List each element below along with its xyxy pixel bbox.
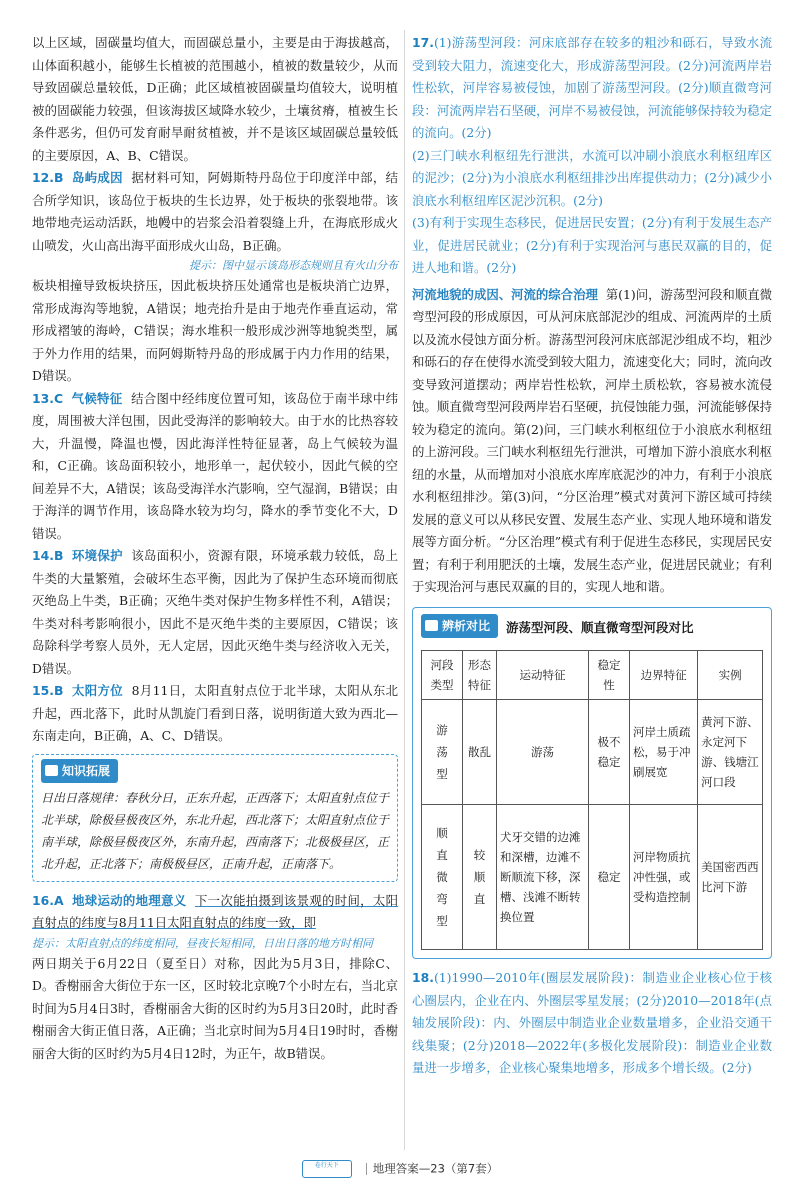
question-13-tag: 气候特征: [71, 390, 123, 406]
table-cell: [462, 805, 496, 950]
table-row: [422, 805, 763, 950]
table-header-cell: 实例: [698, 651, 763, 700]
question-16-text-continued: 两日期关于6月22日（夏至日）对称，因此为5月3日，排除C、D。香榭丽舍大街位于东一区，区时较北京晚7个小时左右，当北京时间为5月4日3时，香榭丽舍大街的区时约为5月3日20时，此时香榭丽舍大街正值日落，A正确；当北京时间为5月4日19时时，香榭丽舍大街的区时约为5月4日12时，为正午，故B错误。: [32, 955, 398, 1061]
question-17-part-1-text: (1)游荡型河段：河床底部存在较多的粗沙和砾石，导致水流受到较大阻力，流速变化大，形成游荡型河段。(2分)河流两岸岩性松软，河岸容易被侵蚀，加剧了游荡型河段。(2分)顺直微弯河段：河流两岸岩石坚硬，河岸不易被侵蚀，河流能够保持较为稳定的流向。(2分): [412, 35, 772, 140]
table-row: [422, 700, 763, 805]
shape-label: 较顺直: [473, 848, 486, 906]
question-17-number: 17.: [412, 35, 434, 50]
question-17-part-3: (3)有利于实现生态移民，促进居民安置；(2分)有利于发展生态产业，促进居民就业；(2分)有利于实现治河与惠民双赢的目的，促进人地和谐。(2分): [412, 215, 772, 275]
question-15-number: 15.B: [32, 683, 64, 698]
footer-separator: [366, 1163, 367, 1175]
question-18-number: 18.: [412, 970, 434, 985]
question-15-text: 8月11日，太阳直射点位于北半球，太阳从东北升起，西北落下，此时从凯旋门看到日落，说明街道大致为西北—东南走向，B正确，A、C、D错误。: [32, 683, 398, 743]
table-header-cell: 运动特征: [497, 651, 589, 700]
table-header-cell: 稳定性: [589, 651, 630, 700]
table-header-cell: 边界特征: [629, 651, 697, 700]
question-18-text: (1)1990—2010年(圈层发展阶段)：制造业企业核心位于核心圈层内，企业在内、外圈层零星发展；(2分)2010—2018年(点轴发展阶段)：内、外圈层中制造业企业数量增多，企业沿交通干线集聚；(2分)2018—2022年(多极化发展阶段)：制造业企业数量进一步增多，企业核心聚集地增多，形成多个增长级。(2分): [412, 970, 772, 1075]
question-13-number: 13.C: [32, 390, 64, 406]
question-12-hint: 提示：图中显示该岛形态规则且有火山分布: [189, 259, 398, 272]
question-14-tag: 环境保护: [71, 548, 123, 563]
question-16: [32, 890, 398, 935]
table-cell: [422, 805, 463, 950]
compare-title: 游荡型河段、顺直微弯型河段对比: [506, 619, 694, 635]
table-header-cell: 河段类型: [422, 651, 463, 700]
analysis-text: 第(1)问，游荡型河段和顺直微弯型河段的形成原因，可从河床底部泥沙的组成、河流两岸的土质以及流水侵蚀方面分析。游荡型河段河床底部泥沙组成不均，粗沙和砾石的存在使得水流受到较大阻力，流速变化大；同时，流向改变导致河道摆动；两岸岩性松软，河岸土质松软，容易被水流侵蚀。顺直微弯型河段两岸岩石坚硬，抗侵蚀能力强，河流能够保持较为稳定的流向。第(2)问，三门峡水利枢纽位于小浪底水利枢纽的上游河段。三门峡水利枢纽先行泄洪，可增加下游小浪底水利枢纽的水量，从而增加对小浪底水库库底泥沙的冲力，有利于小浪底水利枢纽排沙。第(3)问，“分区治理”模式对黄河下游区域可持续发展的意义可以从移民安置、发展生态产业、实现人地环境和谐发展等方面分析。“分区治理”模式有利于促进生态移民，实现居民安置；有利于利用肥沃的土壤，发展生态产业，促进居民就业；有利于实现治河与惠民双赢的目的，实现人地和谐。: [412, 286, 772, 594]
compare-table: [421, 650, 763, 950]
compare-box: [412, 607, 772, 960]
table-cell: 美国密西西比河下游: [698, 805, 763, 950]
table-cell: 黄河下游、永定河下游、钱塘江河口段: [698, 700, 763, 805]
knowledge-box-text: 日出日落规律：春秋分日，正东升起，正西落下；太阳直射点位于北半球，除极昼极夜区外，东北升起，西北落下；太阳直射点位于南半球，除极昼极夜区外，东南升起，西南落下；北极极昼区，正北升起，正北落下；南极极昼区，正南升起，正南落下。: [41, 790, 390, 871]
question-17-part-2: (2)三门峡水利枢纽先行泄洪，水流可以冲刷小浪底水利枢纽库区的泥沙；(2分)为小浪底水利枢纽排沙出库提供动力；(2分)减少小浪底水利枢纽库区泥沙沉积。(2分): [412, 147, 772, 208]
footer-label: 地理答案—23（第7套）: [372, 1161, 499, 1176]
question-14: [32, 545, 398, 680]
table-cell: 游荡: [497, 700, 589, 805]
question-12-number: 12.B: [32, 170, 64, 185]
question-12: [32, 167, 398, 257]
question-16-hint: 提示：太阳直射点的纬度相同，昼夜长短相同，日出日落的地方时相同: [32, 936, 373, 950]
question-16-tag: 地球运动的地理意义: [72, 892, 187, 908]
question-15: [32, 680, 398, 748]
right-column: [412, 32, 772, 1080]
book-icon: [45, 765, 58, 776]
question-15-tag: 太阳方位: [72, 683, 124, 698]
compare-icon: [425, 620, 438, 631]
table-cell: 犬牙交错的边滩和深槽，边滩不断顺流下移，深槽、浅滩不断转换位置: [497, 805, 589, 950]
analysis-paragraph: [412, 284, 772, 599]
knowledge-box: [32, 754, 398, 882]
question-17-part-1: [412, 32, 772, 145]
publisher-logo: 卷行天下: [302, 1160, 352, 1178]
question-18: [412, 967, 772, 1080]
knowledge-box-title-text: 知识拓展: [62, 763, 111, 778]
table-header-cell: 形态特征: [462, 651, 496, 700]
knowledge-box-title: [41, 759, 118, 783]
question-16-text: 下一次能拍摄到该景观的时间，太阳直射点的纬度与8月11日太阳直射点的纬度一致，即: [32, 892, 398, 930]
river-type-label: 顺直微弯型: [436, 826, 448, 928]
column-divider: [404, 30, 405, 1150]
question-12-tag: 岛屿成因: [71, 170, 123, 185]
question-14-text: 该岛面积小，资源有限，环境承载力较低，岛上牛类的大量繁殖，会破坏生态平衡，因此为了保护生态环境而彻底灭绝岛上牛类，B正确；灭绝牛类对保护生物多样性不利，A错误；牛类对科考影响很小，因此不是灭绝牛类的主要原因，C错误；该岛除科学考察人员外，无人定居，因此灭绝牛类与经济收入无关，D错误。: [32, 548, 398, 676]
table-cell: 极不稳定: [589, 700, 630, 805]
question-12-text-continued: 板块相撞导致板块挤压，因此板块挤压处通常也是板块消亡边界，常形成海沟等地貌，A错误；地壳抬升是由于地壳作垂直运动，常形成褶皱的海岭，C错误；海水堆积一般形成沙洲等地貌类型，属于外力作用的结果，而阿姆斯特丹岛的形成属于内力作用的结果，D错误。: [32, 278, 398, 383]
compare-header: [421, 614, 763, 643]
question-14-number: 14.B: [32, 548, 64, 563]
question-16-number: 16.A: [32, 892, 64, 908]
table-cell: 河岸土质疏松，易于冲刷展宽: [629, 700, 697, 805]
table-cell: [422, 700, 463, 805]
compare-badge: [421, 614, 498, 639]
table-cell: 散乱: [462, 700, 496, 805]
compare-badge-text: 辨析对比: [442, 618, 491, 633]
analysis-tag: 河流地貌的成因、河流的综合治理: [412, 286, 598, 302]
question-13-text: 结合图中经纬度位置可知，该岛位于南半球中纬度，周围被大洋包围，因此受海洋的影响较大。由于水的比热容较大，升温慢，降温也慢，因此海洋性特征显著，岛上气候较为温和，C正确。该岛面积较小，地形单一，起伏较小，因此气候的空间差异不大，A错误；该岛受海洋水汽影响，空气湿润，B错误；由于海洋的调节作用，该岛降水较为均匀，降水的季节变化不大，D错误。: [32, 390, 398, 541]
question-12-text: 据材料可知，阿姆斯特丹岛位于印度洋中部，结合所学知识，该岛位于板块的生长边界，处于板块的张裂地带。该地带地壳运动活跃，地幔中的岩浆会沿着裂缝上升，在海底形成火山喷发，火山高出海平面形成火山岛，B正确。: [32, 170, 398, 253]
table-header-row: [422, 651, 763, 700]
table-cell: 河岸物质抗冲性强，或受构造控制: [629, 805, 697, 950]
river-type-label: 游荡型: [436, 723, 448, 781]
table-cell: 稳定: [589, 805, 630, 950]
page-footer: [0, 1160, 800, 1178]
question-13: [32, 388, 398, 546]
left-column: [32, 32, 398, 1065]
intro-paragraph: 以上区域，固碳量均值大，而固碳总量小，主要是由于海拔越高，山体面积越小，能够生长植被的范围越小，植被的数量较少，从而导致固碳总量较低，D正确；此区域植被固碳量均值较大，说明植被的固碳能力较强，但该海拔区域降水较少，土壤贫瘠，植被生长条件恶劣，但仍可发育耐旱耐贫植被，并不是该区域固碳总量较低的主要原因，A、B、C错误。: [32, 35, 398, 163]
